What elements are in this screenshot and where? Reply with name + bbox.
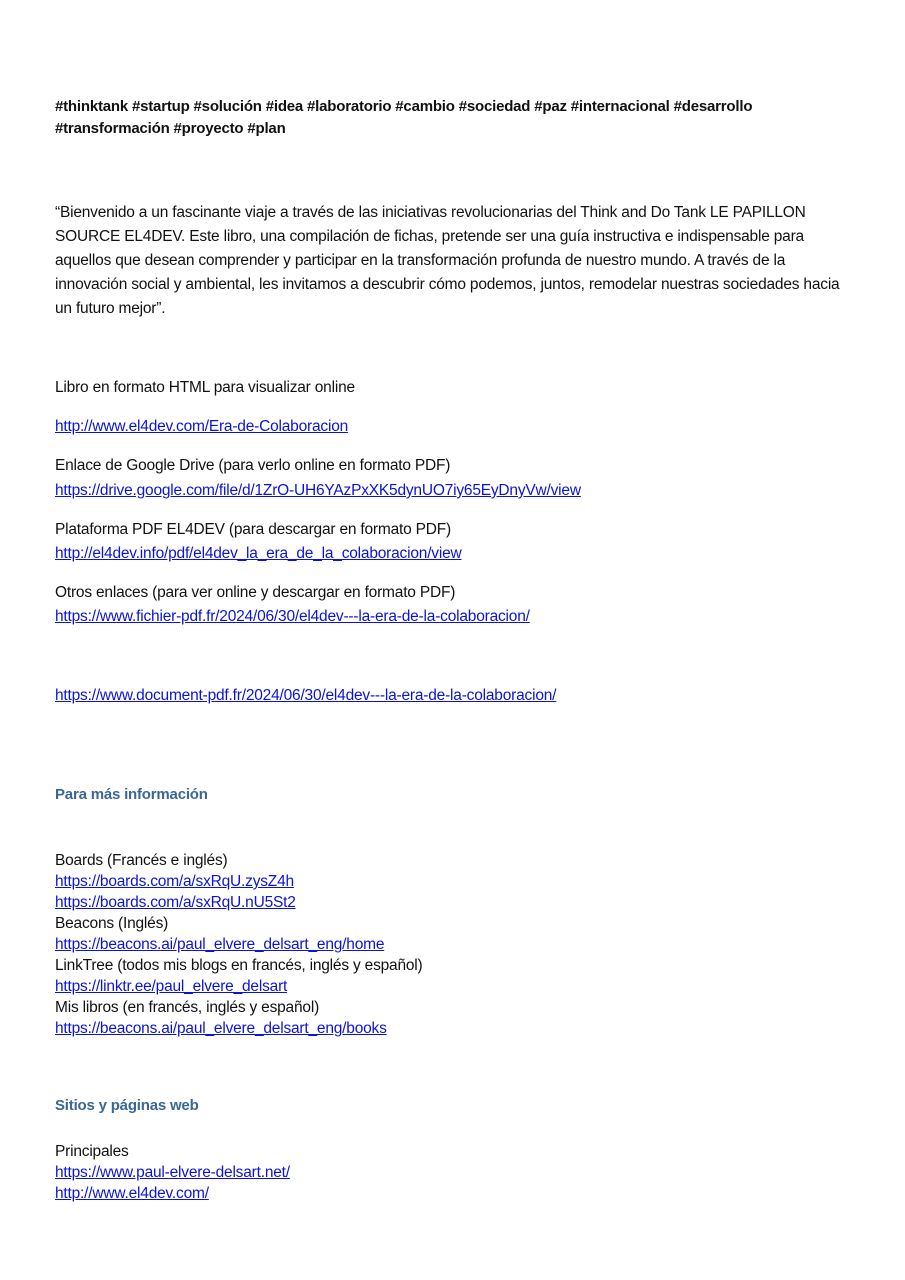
pdf-platform-link[interactable]: http://el4dev.info/pdf/el4dev_la_era_de_la_colaboracion/view — [55, 545, 462, 562]
more-info-heading: Para más información — [55, 786, 208, 803]
boards-label: Boards (Francés e inglés) — [55, 852, 228, 869]
books-label: Mis libros (en francés, inglés y español) — [55, 999, 320, 1016]
books-link[interactable]: https://beacons.ai/paul_elvere_delsart_eng/books — [55, 1020, 387, 1037]
beacons-link[interactable]: https://beacons.ai/paul_elvere_delsart_eng/home — [55, 936, 385, 953]
main-site-link-2[interactable]: http://www.el4dev.com/ — [55, 1185, 209, 1202]
boards-link-1[interactable]: https://boards.com/a/sxRqU.zysZ4h — [55, 873, 294, 890]
main-sites-label: Principales — [55, 1143, 129, 1160]
document-pdf-link[interactable]: https://www.document-pdf.fr/2024/06/30/el4dev---la-era-de-la-colaboracion/ — [55, 687, 557, 704]
fichier-pdf-link[interactable]: https://www.fichier-pdf.fr/2024/06/30/el4dev---la-era-de-la-colaboracion/ — [55, 608, 530, 625]
drive-link[interactable]: https://drive.google.com/file/d/1ZrO-UH6YAzPxXK5dynUO7iy65EyDnyVw/view — [55, 482, 581, 499]
boards-link-2[interactable]: https://boards.com/a/sxRqU.nU5St2 — [55, 894, 296, 911]
other-links-label: Otros enlaces (para ver online y descargar en formato PDF) — [55, 584, 456, 601]
intro-paragraph: “Bienvenido a un fascinante viaje a través de las iniciativas revolucionarias del Think and Do Tank LE PAPILLON SOURCE EL4DEV. Este libro, una compilación de fichas, pretende ser una guía instructiva e indispensable para aquellos que desean comprender y participar en la transformación profunda de nuestro mundo. A través de la innovación social y ambiental, les invitamos a descubrir cómo podemos, juntos, remodelar nuestras sociedades hacia un futuro mejor”. — [55, 204, 840, 317]
linktree-label: LinkTree (todos mis blogs en francés, inglés y español) — [55, 957, 423, 974]
pdf-platform-label: Plataforma PDF EL4DEV (para descargar en formato PDF) — [55, 521, 452, 538]
beacons-label: Beacons (Inglés) — [55, 915, 169, 932]
drive-label: Enlace de Google Drive (para verlo online en formato PDF) — [55, 457, 451, 474]
hashtags: #thinktank #startup #solución #idea #laboratorio #cambio #sociedad #paz #internacional #desarrollo #transformación #proyecto #plan — [55, 98, 753, 137]
html-format-link[interactable]: http://www.el4dev.com/Era-de-Colaboracion — [55, 418, 349, 435]
html-format-label: Libro en formato HTML para visualizar online — [55, 379, 355, 396]
sites-heading: Sitios y páginas web — [55, 1097, 199, 1114]
linktree-link[interactable]: https://linktr.ee/paul_elvere_delsart — [55, 978, 288, 995]
main-site-link-1[interactable]: https://www.paul-elvere-delsart.net/ — [55, 1164, 290, 1181]
